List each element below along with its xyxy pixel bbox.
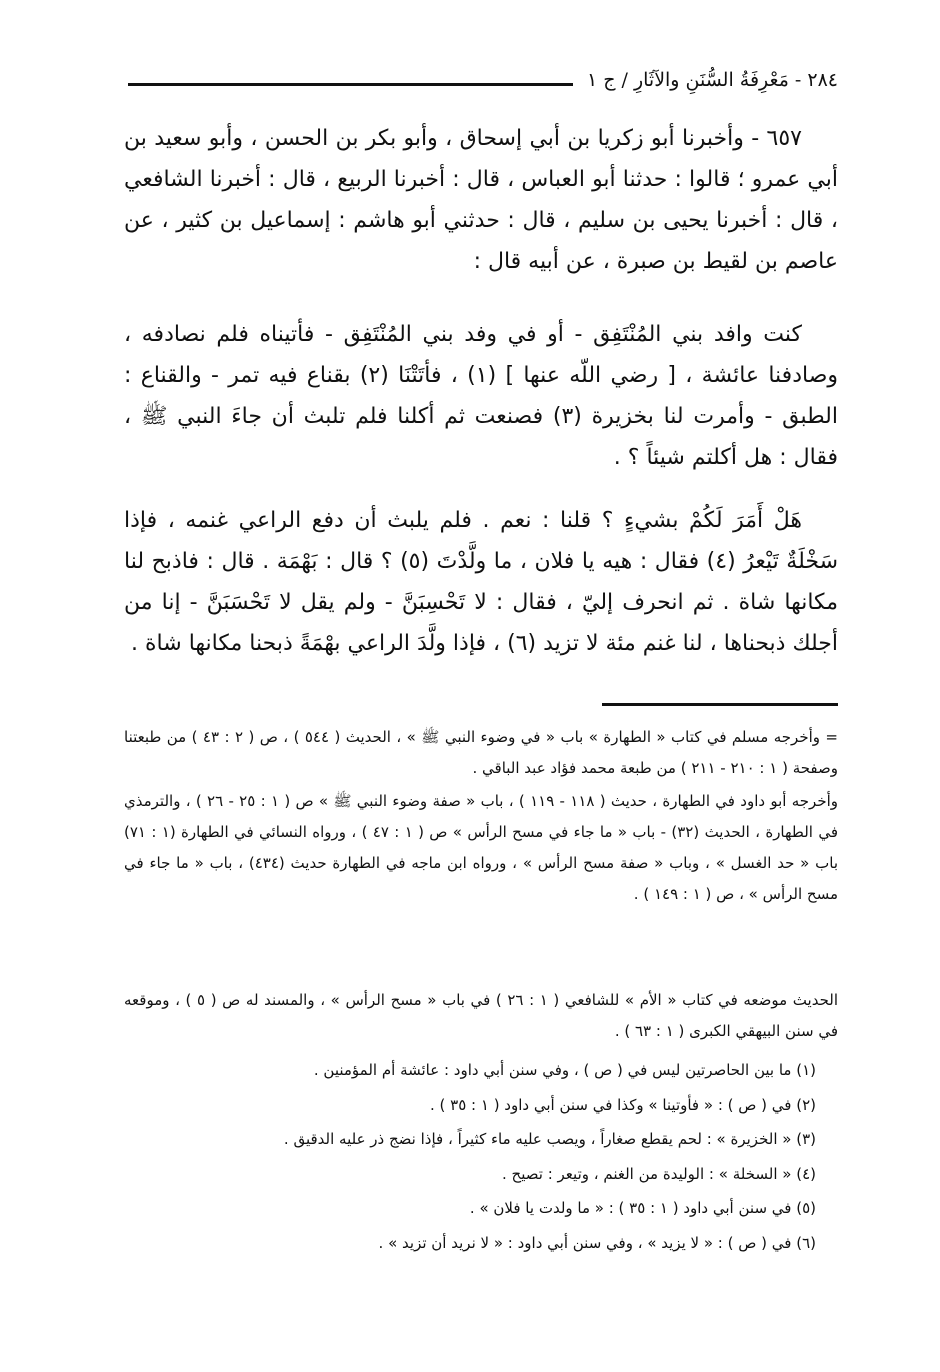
footnote-item: (٦) في ( ص ) : « لا يزيد » ، وفي سنن أبي داود : « لا نريد أن تزيد » . — [378, 1233, 816, 1252]
running-header — [128, 64, 838, 96]
header-rule — [128, 83, 573, 86]
footnote-paragraph: الحديث موضعه في كتاب « الأم » للشافعي ( ١ : ٢٦ ) في باب « مسح الرأس » ، والمسند له ص ( ٥ ) ، وموقعه في سنن البيهقي الكبرى ( ١ : ٦٣ ) . — [124, 991, 839, 1040]
footnote-item: (٤) « السخلة » : الوليدة من الغنم ، وتيعر : تصيح . — [502, 1164, 816, 1183]
hadith-matn-2: هَلْ أَمَرَ لَكُمْ بشيءٍ ؟ قلنا : نعم . فلم يلبث أن دفع الراعي غنمه ، فإذا سَخْلَةٌ تَيْعرُ (٤) فقال : هيه يا فلان ، ما ولَّدْتَ (٥) ؟ قال : بَهْمَة . قال : فاذبح لنا مكانها شاة . ثم انحرف إليّ ، فقال : لا تَحْسِبَنَّ - ولم يقل لا تَحْسَبَنَّ - إنا من أجلك ذبحناها ، لنا غنم مئة لا تزيد (٦) ، فإذا ولَّدَ الراعي بهْمَةً ذبحنا مكانها شاة . — [124, 508, 839, 656]
page-title: ٢٨٤ - مَعْرِفَةُ السُّنَنِ والآثَارِ / ج ١ — [586, 69, 838, 91]
main-text — [124, 118, 838, 282]
footnote-continuation — [124, 786, 838, 910]
footnote-separator — [602, 703, 838, 706]
footnote-continuation — [124, 722, 838, 784]
footnote-list — [150, 1053, 816, 1260]
footnote-paragraph: وأخرجه أبو داود في الطهارة ، حديث ( ١١٨ - ١١٩ ) ، باب « صفة وضوء النبي ﷺ » ص ( ١ : ٢٥ - ٢٦ ) ، والترمذي في الطهارة ، الحديث (٣٢) - باب « ما جاء في مسح الرأس » ص ( ١ : ٤٧ ) ، ورواه النسائي في الطهارة (١ : ٧١) باب « حد الغسل » ، وباب « صفة مسح الرأس » ، ورواه ابن ماجه في الطهارة حديث (٤٣٤) ، باب « ما جاء في مسح الرأس » ، ص ( ١ : ١٤٩ ) . — [124, 792, 839, 903]
main-text — [124, 314, 838, 478]
footnote-item: (٢) في ( ص ) : « فأوتينا » وكذا في سنن أبي داود ( ١ : ٣٥ ) . — [429, 1095, 816, 1114]
footnote-item: (٥) في سنن أبي داود ( ١ : ٣٥ ) : « ما ولدت يا فلان » . — [469, 1199, 816, 1217]
footnote-paragraph: = وأخرجه مسلم في كتاب « الطهارة » باب « في وضوء النبي ﷺ » ، الحديث ( ٥٤٤ ) ، ص ( ٢ : ٤٣ ) من طبعتنا وصفحة ( ١ : ٢١٠ - ٢١١ ) من طبعة محمد فؤاد عبد الباقي . — [124, 728, 838, 777]
footnote-item: (٣) « الخزيرة » : لحم يقطع صغاراً ، ويصب عليه ماء كثيراً ، فإذا نضج ذر عليه الدقيق . — [283, 1130, 816, 1148]
footnote-continuation — [124, 985, 838, 1047]
footnote-item: (١) ما بين الحاصرتين ليس في ( ص ) ، وفي سنن أبي داود : عائشة أم المؤمنين . — [313, 1061, 816, 1079]
main-text — [124, 500, 838, 664]
hadith-matn-1: كنت وافد بني المُنْتَفِق - أو في وفد بني المُنْتَفِق - فأتيناه فلم نصادفه ، وصادفنا عائشة ، [ رضي اللّه عنها ] (١) ، فأتَتْنَا (٢) بقناع فيه تمر - والقناع : الطبق - وأمرت لنا بخزيرة (٣) فصنعت ثم أكلنا فلم تلبث أن جاءَ النبي ﷺ ، فقال : هل أكلتم شيئاً ؟ . — [124, 322, 838, 470]
hadith-isnad: ٦٥٧ - وأخبرنا أبو زكريا بن أبي إسحاق ، وأبو بكر بن الحسن ، وأبو سعيد بن أبي عمرو ؛ قالوا : حدثنا أبو العباس ، قال : أخبرنا الربيع ، قال : أخبرنا الشافعي ، قال : أخبرنا يحيى بن سليم ، قال : حدثني أبو هاشم : إسماعيل بن كثير ، عن عاصم بن لقيط بن صبرة ، عن أبيه قال : — [124, 126, 838, 274]
